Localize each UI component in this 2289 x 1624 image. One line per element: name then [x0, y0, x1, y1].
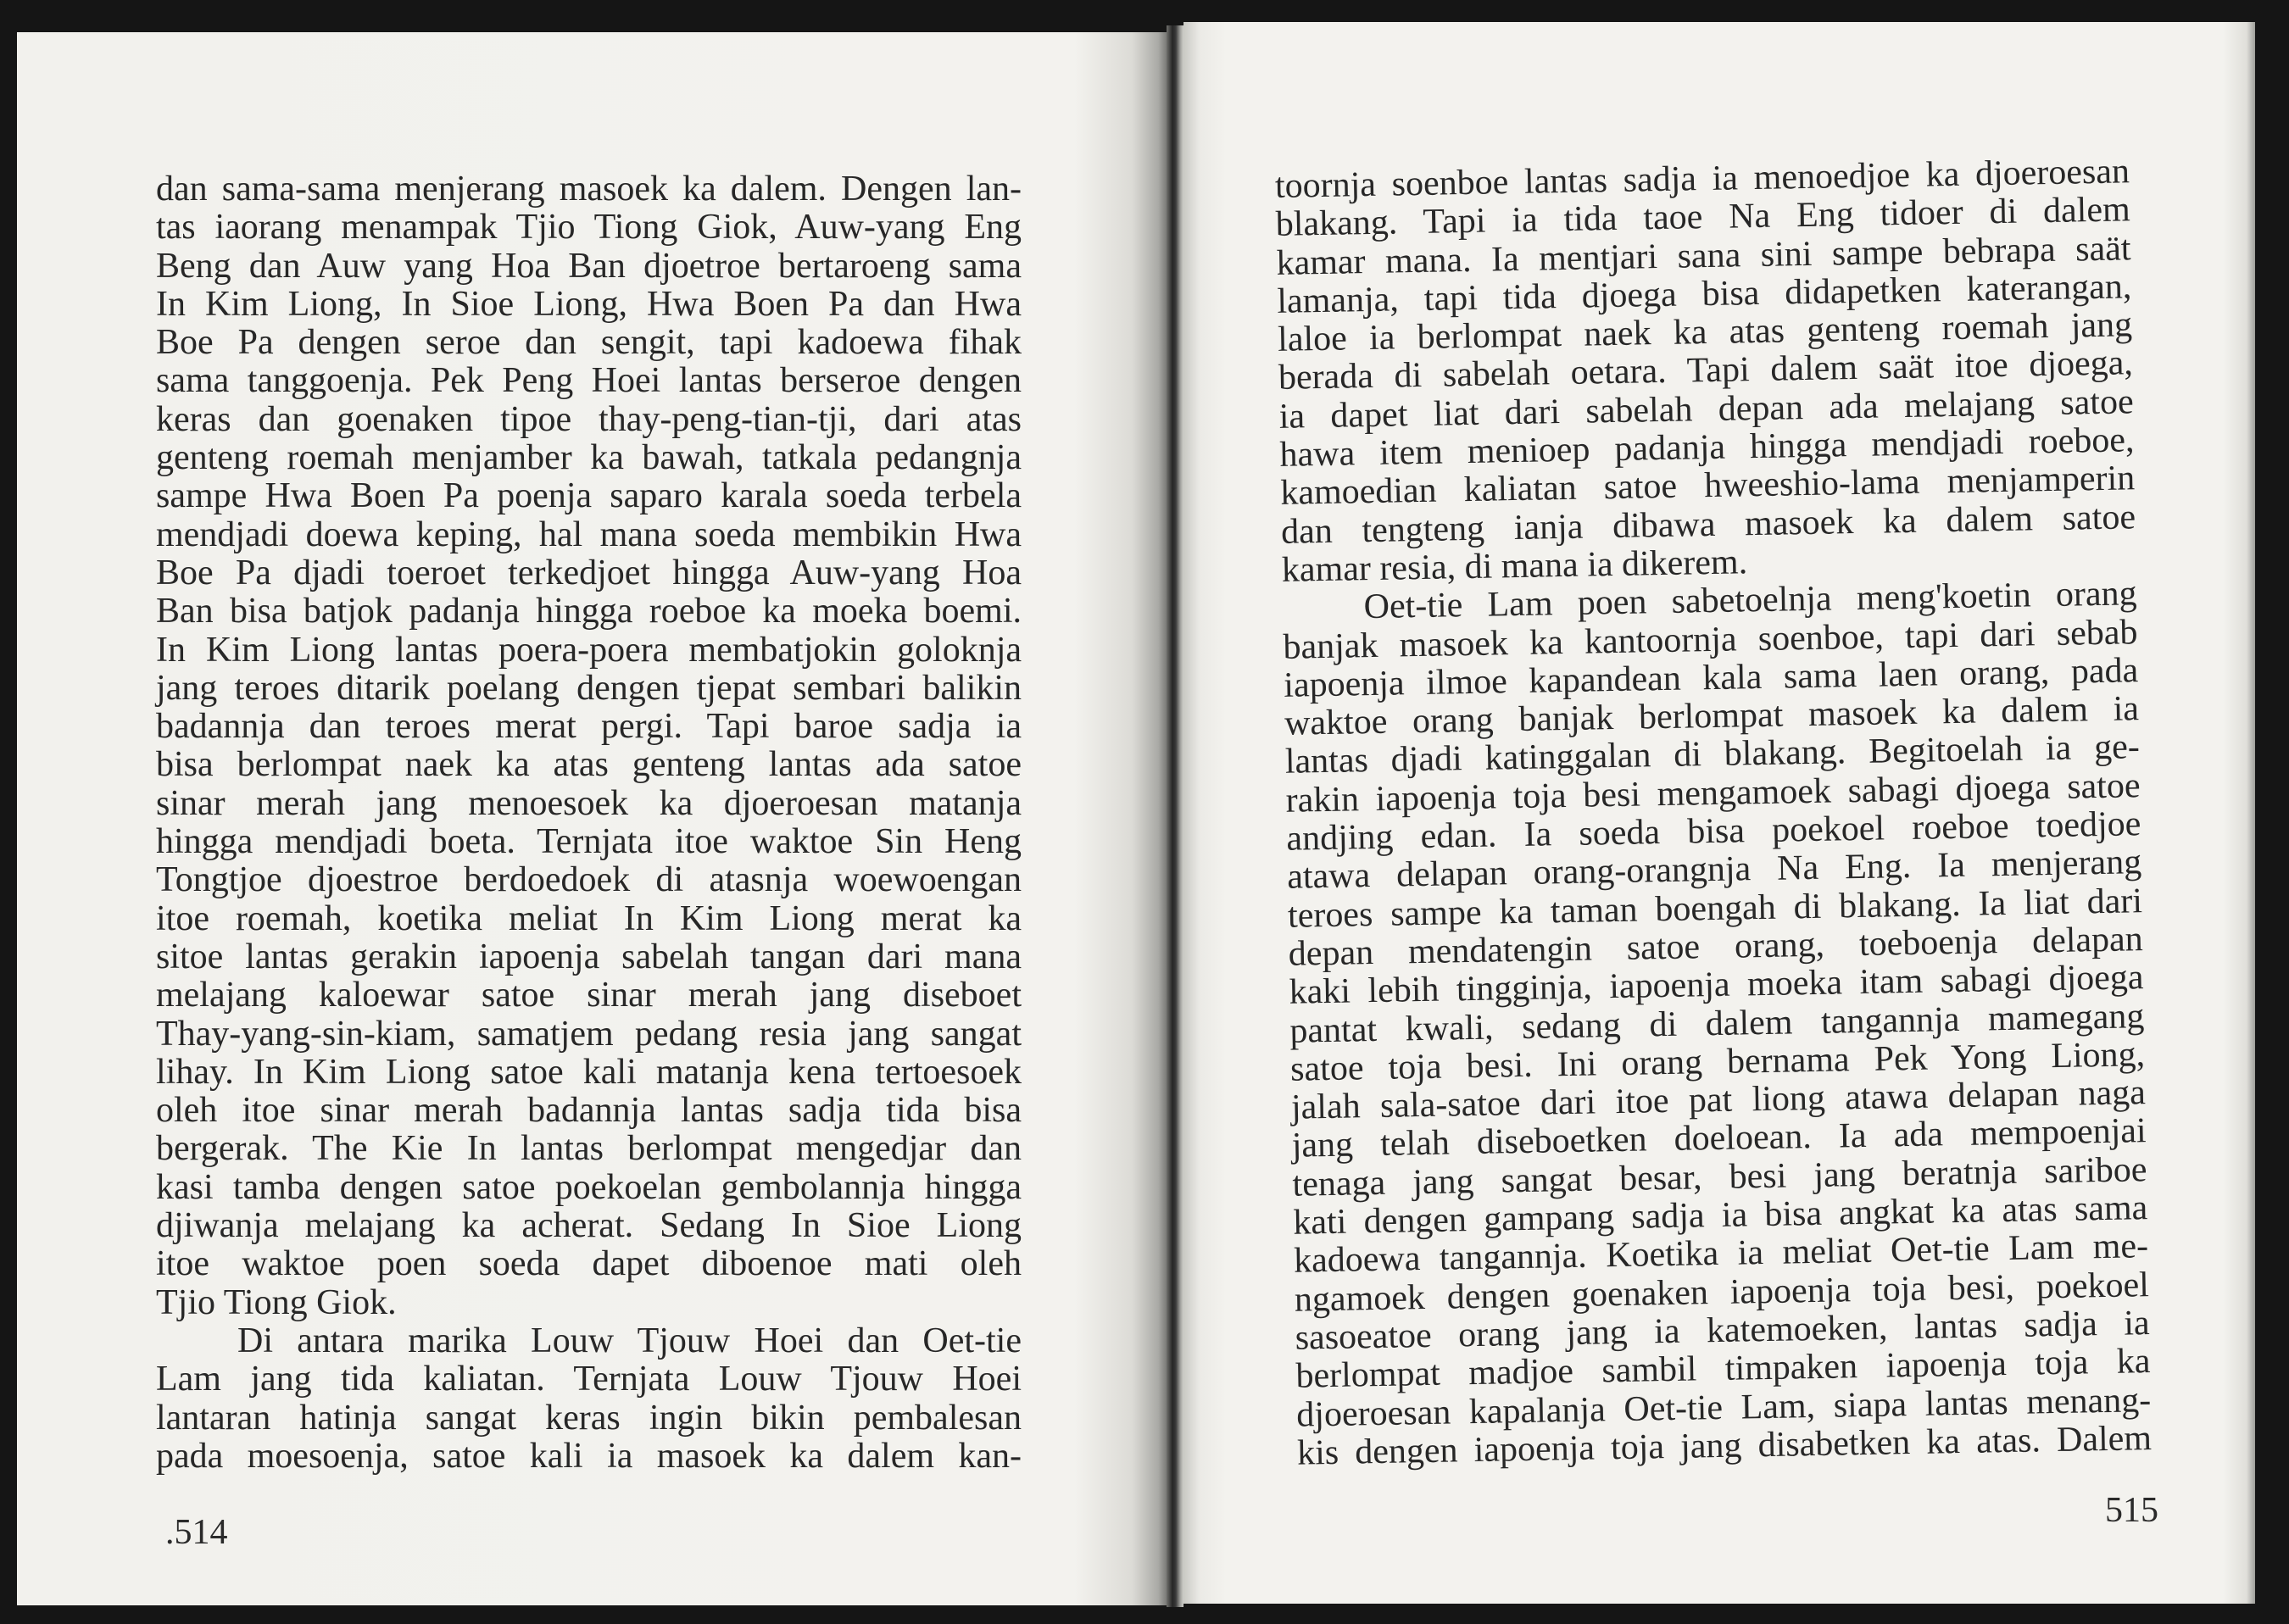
text-line: bergerak. The Kie In lantas berlompat mengedjar dan [156, 1129, 1022, 1169]
text-line: depan mendatengin satoe orang, toeboenja delapan [1288, 920, 2144, 974]
page-number: .514 [165, 1513, 228, 1552]
text-line: Beng dan Auw yang Hoa Ban djoetroe bertaroeng sama [156, 246, 1022, 286]
paragraph-last-line: kamar resia, di mana ia dikerem. [1281, 542, 1748, 590]
paragraph-first-line: Di antara marika Louw Tjouw Hoei dan Oet-tie [237, 1321, 1022, 1360]
text-line: kaki lebih tingginja, iapoenja moeka itam sabagi djoega [1289, 958, 2144, 1012]
text-line: pada moesoenja, satoe kali ia masoek ka dalem kan- [156, 1436, 1022, 1476]
paragraph-last-line: Tjio Tiong Giok. [156, 1282, 397, 1322]
text-line: genteng roemah menjamber ka bawah, tatkala pedangnja [156, 438, 1022, 478]
text-line: In Kim Liong, In Sioe Liong, Hwa Boen Pa dan Hwa [156, 284, 1022, 324]
text-line: hawa item menioep padanja hingga mendjadi roeboe, [1279, 420, 2135, 475]
text-line: blakang. Tapi ia tida taoe Na Eng tidoer di dalem [1275, 190, 2131, 245]
text-line: sama tanggoenja. Pek Peng Hoei lantas berseroe dengen [156, 361, 1022, 401]
text-line: Ban bisa batjok padanja hingga roeboe ka moeka boemi. [156, 592, 1022, 631]
text-line: bisa berlompat naek ka atas genteng lantas ada satoe [156, 745, 1022, 785]
text-line: pantat kwali, sedang di dalem tangannja mamegang [1289, 996, 2145, 1051]
text-line: berada di sabelah oetara. Tapi dalem saät itoe djoega, [1278, 343, 2134, 398]
text-line: Tongtjoe djoestroe berdoedoek di atasnja woewoengan [156, 860, 1022, 900]
text-line: andjing edan. Ia soeda bisa poekoel roeboe toedjoe [1286, 804, 2141, 859]
text-line: lamanja, tapi tida djoega bisa didapetken katerangan, [1276, 267, 2132, 321]
right-page-text [1275, 153, 2153, 1472]
right-page [1183, 22, 2255, 1604]
text-line: kamar mana. Ia mentjari sana sini sampe bebrapa saät [1276, 228, 2131, 283]
text-line: hingga mendjadi boeta. Ternjata itoe waktoe Sin Heng [156, 822, 1022, 862]
text-line: Boe Pa djadi toeroet terkedjoet hingga Auw-yang Hoa [156, 553, 1022, 592]
text-line: kis dengen iapoenja toja jang disabetken ka atas. Dalem [1296, 1418, 2153, 1473]
text-line: sasoeatoe orang jang ia katemoeken, lantas sadja ia [1295, 1304, 2150, 1358]
text-line: ia dapet liat dari sabelah depan ada melajang satoe [1278, 382, 2135, 437]
text-line: In Kim Liong lantas poera-poera membatjokin goloknja [156, 630, 1022, 670]
text-line: kamoedian kaliatan satoe hweeshio-lama menjamperin [1279, 459, 2136, 514]
text-line: oleh itoe sinar merah badannja lantas sadja tida bisa [156, 1091, 1022, 1131]
text-line: jang teroes ditarik poelang dengen tjepat sembari balikin [156, 668, 1022, 708]
text-line: kasi tamba dengen satoe poekoelan gembolannja hingga [156, 1167, 1022, 1207]
text-line: jalah sala-satoe dari itoe pat liong atawa delapan naga [1290, 1073, 2147, 1127]
text-line: sitoe lantas gerakin iapoenja sabelah tangan dari mana [156, 937, 1022, 976]
left-page [17, 32, 1167, 1605]
text-line: Lam jang tida kaliatan. Ternjata Louw Tjouw Hoei [156, 1360, 1022, 1399]
text-line: tas iaorang menampak Tjio Tiong Giok, Auw-yang Eng [156, 208, 1022, 247]
text-line: toornja soenboe lantas sadja ia menoedjoe ka djoeroesan [1274, 152, 2130, 206]
text-line: djiwanja melajang ka acherat. Sedang In Sioe Liong [156, 1206, 1022, 1246]
text-line: dan tengteng ianja dibawa masoek ka dalem satoe [1280, 497, 2136, 552]
text-line: atawa delapan orang-orangnja Na Eng. Ia menjerang [1286, 843, 2142, 898]
text-line: melajang kaloewar satoe sinar merah jang diseboet [156, 976, 1022, 1015]
text-line: Thay-yang-sin-kiam, samatjem pedang resia jang sangat [156, 1014, 1022, 1054]
text-line: kadoewa tangannja. Koetika ia meliat Oet-tie Lam me- [1293, 1226, 2149, 1282]
text-line: itoe roemah, koetika meliat In Kim Liong merat ka [156, 898, 1022, 938]
text-line: keras dan goenaken tipoe thay-peng-tian-tji, dari atas [156, 399, 1022, 439]
text-line: kati dengen gampang sadja ia bisa angkat ka atas sama [1292, 1188, 2148, 1243]
page-number: 515 [2105, 1491, 2158, 1530]
text-line: waktoe orang banjak berlompat masoek ka dalem ia [1284, 689, 2140, 743]
text-line: lihay. In Kim Liong satoe kali matanja kena tertoesoek [156, 1052, 1022, 1092]
text-line: iapoenja ilmoe kapandean kala sama laen orang, pada [1283, 651, 2139, 705]
text-line: jang telah diseboetken doeloean. Ia ada mempoenjai [1291, 1111, 2147, 1166]
text-line: satoe toja besi. Ini orang bernama Pek Yong Liong, [1289, 1034, 2146, 1089]
text-line: banjak masoek ka kantoornja soenboe, tapi dari sebab [1283, 612, 2138, 667]
paragraph-first-line: Oet-tie Lam poen sabetoelnja meng'koetin orang [1363, 574, 2137, 627]
book-gutter [1167, 25, 1183, 1607]
text-line: dan sama-sama menjerang masoek ka dalem. Dengen lan- [156, 170, 1022, 209]
text-line: lantaran hatinja sangat keras ingin bikin pembalesan [156, 1398, 1022, 1438]
text-line: badannja dan teroes merat pergi. Tapi baroe sadja ia [156, 707, 1022, 747]
text-line: lantas djadi katinggalan di blakang. Begitoelah ia ge- [1284, 727, 2141, 782]
text-line: ngamoek dengen goenaken iapoenja toja besi, poekoel [1294, 1265, 2150, 1320]
left-page-text [156, 170, 1022, 1476]
text-line: djoeroesan kapalanja Oet-tie Lam, siapa lantas menang- [1295, 1380, 2152, 1435]
text-line: tenaga jang sangat besar, besi jang beratnja sariboe [1292, 1149, 2147, 1204]
text-line: laloe ia berlompat naek ka atas genteng roemah jang [1277, 305, 2133, 360]
text-line: sampe Hwa Boen Pa poenja saparo karala soeda terbela [156, 476, 1022, 516]
text-line: mendjadi doewa keping, hal mana soeda membikin Hwa [156, 514, 1022, 554]
text-line: itoe waktoe poen soeda dapet diboenoe mati oleh [156, 1244, 1022, 1284]
text-line: sinar merah jang menoesoek ka djoeroesan matanja [156, 783, 1022, 823]
text-line: Boe Pa dengen seroe dan sengit, tapi kadoewa fihak [156, 323, 1022, 363]
text-line: berlompat madjoe sambil timpaken iapoenja toja ka [1295, 1342, 2151, 1396]
text-line: teroes sampe ka taman boengah di blakang. Ia liat dari [1287, 881, 2143, 936]
text-line: rakin iapoenja toja besi mengamoek sabagi djoega satoe [1285, 765, 2141, 820]
